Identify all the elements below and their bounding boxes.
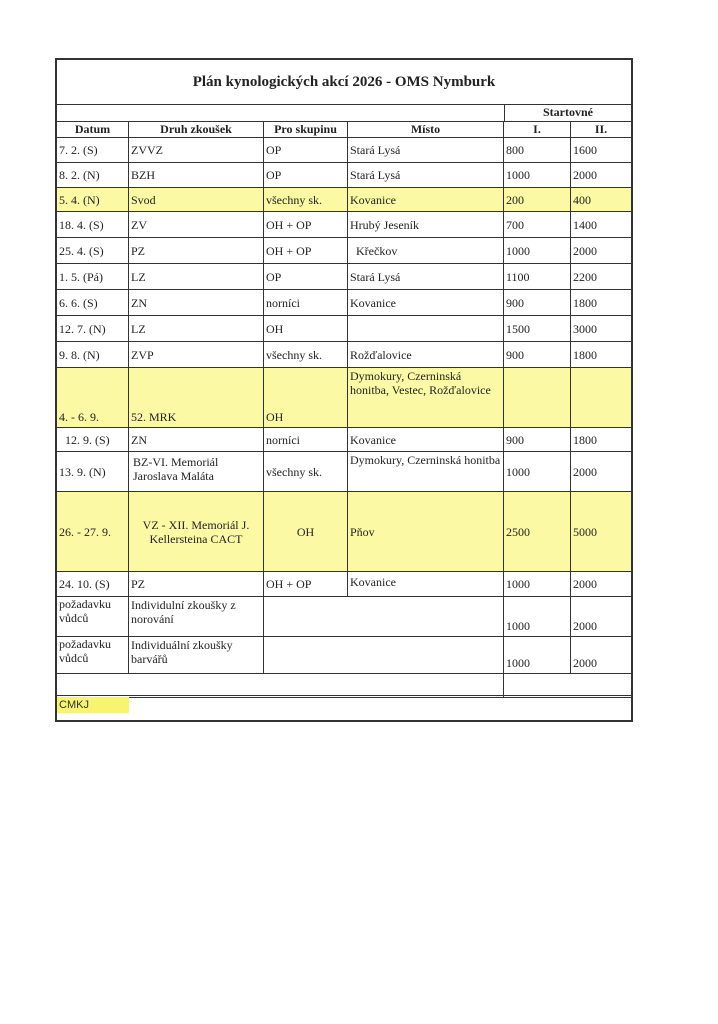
cell-datum: požadavku vůdců: [57, 637, 129, 673]
cell-startovne-2: 2000: [573, 243, 597, 258]
cell-startovne-2: 2000: [573, 656, 597, 670]
cell-misto: Rožďalovice: [348, 342, 504, 367]
cell-datum: 6. 6. (S): [57, 290, 129, 315]
cell-startovne-1: 1000: [504, 238, 571, 263]
cell-startovne-1: [504, 368, 571, 427]
cell-datum: 12. 7. (N): [57, 316, 129, 341]
cell-druh: ZVP: [129, 342, 264, 367]
cell-datum: 4. - 6. 9.: [57, 368, 129, 427]
cell-pro: OP: [264, 264, 348, 289]
table-header-row: [57, 121, 631, 138]
cell-pro: OH + OP: [264, 212, 348, 237]
cell-datum: 13. 9. (N): [57, 452, 129, 491]
cell-startovne-1: 2500: [504, 492, 571, 571]
cell-datum: 1. 5. (Pá): [57, 264, 129, 289]
cell-pro: OH: [264, 492, 348, 571]
header-startovne-1: I.: [504, 122, 571, 137]
cell-startovne-1: 800: [504, 138, 571, 162]
cell-misto: Křečkov: [348, 238, 504, 263]
table-row: [57, 138, 631, 163]
cell-startovne-1: 900: [504, 342, 571, 367]
table-row: [57, 597, 631, 637]
table-row: [57, 188, 631, 212]
cell-pro: OH: [264, 316, 348, 341]
table-row: [57, 637, 631, 674]
table-row: [57, 264, 631, 290]
table-row: [57, 572, 631, 597]
cmkj-label: CMKJ: [57, 697, 129, 713]
table-row: [57, 212, 631, 238]
cell-startovne-2: 2000: [573, 464, 597, 479]
table-row: [57, 492, 631, 572]
cell-startovne-1: 1000: [504, 452, 571, 491]
cell-pro: OH + OP: [264, 572, 348, 596]
schedule-document: [55, 58, 633, 722]
cell-misto: [348, 316, 504, 341]
cell-misto: Stará Lysá: [348, 138, 504, 162]
cell-pro: všechny sk.: [264, 188, 348, 211]
cell-pro: OH + OP: [264, 238, 348, 263]
footer-row: [57, 695, 631, 720]
cell-startovne-1: 200: [504, 188, 571, 211]
cell-startovne-1: 1000: [504, 597, 571, 636]
empty-cell: [57, 674, 504, 697]
cell-datum: 9. 8. (N): [57, 342, 129, 367]
table-row: [57, 238, 631, 264]
cell-startovne-2: 1800: [573, 347, 597, 362]
cell-datum: 7. 2. (S): [57, 138, 129, 162]
cell-pro: OP: [264, 163, 348, 187]
table-row: [57, 452, 631, 492]
cell-misto: Dymokury, Czerninská honitba: [348, 452, 504, 491]
cell-datum: požadavku vůdců: [57, 597, 129, 636]
cell-datum: 26. - 27. 9.: [57, 492, 129, 571]
cell-druh: ZVVZ: [129, 138, 264, 162]
cell-druh: PZ: [129, 238, 264, 263]
cell-druh: PZ: [129, 572, 264, 596]
document-title: Plán kynologických akcí 2026 - OMS Nymburk: [57, 60, 631, 105]
cell-druh: Individulní zkoušky z norování: [129, 597, 264, 636]
cell-druh: 52. MRK: [129, 368, 264, 427]
cell-pro: OH: [264, 368, 348, 427]
cell-druh: LZ: [129, 316, 264, 341]
cell-startovne-1: 1000: [504, 572, 571, 596]
header-pro-skupinu: Pro skupinu: [264, 122, 348, 137]
cell-druh: Individuální zkoušky barvářů: [129, 637, 264, 673]
cell-pro: [264, 597, 348, 636]
cell-misto: Kovanice: [348, 428, 504, 451]
cell-pro: OP: [264, 138, 348, 162]
cell-startovne-1: 900: [504, 428, 571, 451]
cell-startovne-2: [571, 368, 631, 427]
cell-startovne-2: 2000: [573, 577, 597, 591]
cell-pro: norníci: [264, 290, 348, 315]
cell-datum: 25. 4. (S): [57, 238, 129, 263]
cell-pro: všechny sk.: [264, 342, 348, 367]
cell-startovne-2: 1400: [573, 217, 597, 232]
cell-startovne-2: 5000: [573, 524, 597, 539]
header-datum: Datum: [57, 122, 129, 137]
cell-misto: Kovanice: [348, 572, 504, 596]
cell-druh: LZ: [129, 264, 264, 289]
table-row: [57, 290, 631, 316]
table-row: [57, 428, 631, 452]
table-row: [57, 163, 631, 188]
cell-druh: BZ-VI. Memoriál Jaroslava Maláta: [129, 452, 264, 491]
cell-startovne-2: 1600: [573, 143, 597, 157]
cell-pro: norníci: [264, 428, 348, 451]
cell-startovne-2: 2000: [573, 168, 597, 182]
cell-misto: Dymokury, Czerninská honitba, Vestec, Rožďalovice: [348, 368, 504, 427]
cell-startovne-2: 2200: [573, 269, 597, 284]
cell-startovne-2: 2000: [573, 619, 597, 633]
cell-druh: BZH: [129, 163, 264, 187]
cell-startovne-2: 400: [573, 192, 591, 207]
cell-misto: [348, 637, 504, 673]
header-misto: Místo: [348, 122, 504, 137]
cell-druh: ZN: [129, 290, 264, 315]
cell-misto: Hrubý Jeseník: [348, 212, 504, 237]
cell-druh: Svod: [129, 188, 264, 211]
cell-druh: ZV: [129, 212, 264, 237]
cell-startovne-1: 1000: [504, 637, 571, 673]
cell-misto: Kovanice: [348, 290, 504, 315]
cell-datum: 12. 9. (S): [57, 428, 129, 451]
cell-druh: ZN: [129, 428, 264, 451]
cell-datum: 8. 2. (N): [57, 163, 129, 187]
cell-startovne-1: 1000: [504, 163, 571, 187]
empty-cell: [504, 674, 631, 697]
cell-pro: všechny sk.: [264, 452, 348, 491]
cell-startovne-1: 700: [504, 212, 571, 237]
cell-startovne-2: 1800: [573, 295, 597, 310]
cell-misto: Stará Lysá: [348, 264, 504, 289]
startovne-header: Startovné: [504, 104, 631, 122]
cell-startovne-2: 1800: [573, 432, 597, 447]
cell-misto: [348, 597, 504, 636]
table-row: [57, 342, 631, 368]
table-row: [57, 316, 631, 342]
cell-druh: VZ - XII. Memoriál J. Kellersteina CACT: [129, 492, 264, 571]
header-startovne-2: II.: [594, 122, 608, 136]
cell-misto: Kovanice: [348, 188, 504, 211]
cell-datum: 18. 4. (S): [57, 212, 129, 237]
cell-misto: Stará Lysá: [348, 163, 504, 187]
cell-datum: 24. 10. (S): [57, 572, 129, 596]
cell-startovne-1: 1100: [504, 264, 571, 289]
cell-datum: 5. 4. (N): [57, 188, 129, 211]
header-druh: Druh zkoušek: [129, 122, 264, 137]
cell-startovne-1: 900: [504, 290, 571, 315]
cell-startovne-1: 1500: [504, 316, 571, 341]
cell-pro: [264, 637, 348, 673]
cell-startovne-2: 3000: [573, 321, 597, 336]
cell-misto: Pňov: [348, 492, 504, 571]
table-row: [57, 368, 631, 428]
